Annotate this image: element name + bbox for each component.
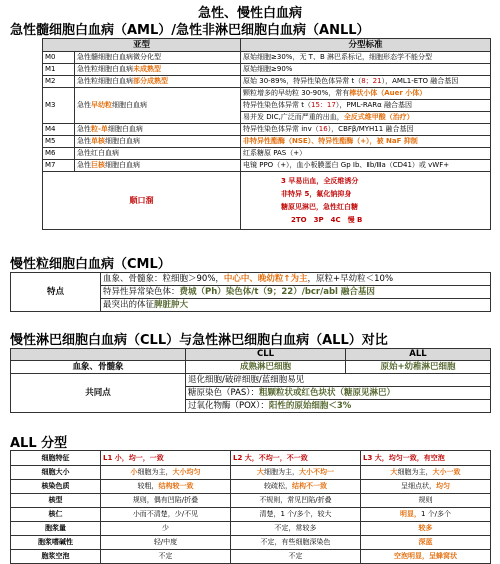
aml-row-m1 — [43, 64, 491, 76]
subtype-criteria: 原始细胞≥30%，无 T、B 淋巴系标记，细胞形态学不能分型 — [241, 52, 491, 64]
cml-feature-2: 特异性异常染色体：费城（Ph）染色体/t（9；22）/bcr/abl 融合基因 — [101, 286, 491, 299]
table-row: 核染色质 较粗，结构较一致 较疏松，结构不一致 呈细点状，均匀 — [11, 480, 491, 494]
subtype-name: 急性粒-单细胞白血病 — [75, 124, 241, 136]
head-feature: 细胞特征 — [11, 451, 101, 466]
cml-feature-3: 最突出的体征脾脏肿大 — [101, 299, 491, 312]
subtype-code: M5 — [43, 136, 75, 148]
subtype-criteria: 易并发 DIC,广泛而严重的出血，全反式维甲酸（治疗） — [241, 112, 491, 124]
cml-table — [10, 272, 491, 312]
subtype-name: 急性粒细胞白血病部分成熟型 — [75, 76, 241, 88]
table-row: 核型 规则，偶有凹陷/折叠 不规则，常见凹陷/折叠 规则 — [11, 494, 491, 508]
subtype-code: M2 — [43, 76, 75, 88]
cll-all-heading: 慢性淋巴细胞白血病（CLL）与急性淋巴细胞白血病（ALL）对比 — [10, 333, 388, 348]
subtype-name: 急性髓细胞白血病微分化型 — [75, 52, 241, 64]
aml-row-m2 — [43, 76, 491, 88]
page-title: 急性、慢性白血病 — [197, 6, 302, 21]
subtype-code: M4 — [43, 124, 75, 136]
col-cll: CLL — [186, 349, 346, 361]
subtype-criteria: 原始 30-89%，特异性染色体异常 t（8；21），AML1-ETO 融合基因 — [241, 76, 491, 88]
table-row: 胞浆量 少 不定，常较多 较多 — [11, 522, 491, 536]
subtype-name: 急性单核细胞白血病 — [75, 136, 241, 148]
subtype-name: 急性早幼粒细胞白血病 — [75, 88, 241, 124]
mnemonic-label: 顺口溜 — [43, 172, 241, 230]
subtype-code: M7 — [43, 160, 75, 172]
subtype-code: M6 — [43, 148, 75, 160]
aml-row-m7 — [43, 160, 491, 172]
head-l3: L3 大，均匀一致，有空泡 — [361, 451, 491, 466]
subtype-criteria: 特异性染色体异常 inv（16），CBFβ/MYH11 融合基因 — [241, 124, 491, 136]
mnemonic-row — [43, 172, 491, 230]
subtype-criteria: 原始细胞≥90% — [241, 64, 491, 76]
table-row: 胞浆空泡 不定 不定 空泡明显，呈蜂窝状 — [11, 550, 491, 564]
subtype-criteria: 特异性染色体异常 t（15：17），PML-RARα 融合基因 — [241, 100, 491, 112]
cml-heading: 慢性粒细胞白血病（CML） — [10, 257, 171, 272]
cll-blood: 成熟淋巴细胞 — [186, 361, 346, 374]
aml-row-m6 — [43, 148, 491, 160]
cml-feature-1: 血象、骨髓象：粒细胞＞90%，中心中、晚幼粒↑为主，原粒+早幼粒＜10% — [101, 273, 491, 286]
row-blood-label: 血象、骨髓象 — [11, 361, 186, 374]
subtype-name: 急性巨核细胞白血病 — [75, 160, 241, 172]
aml-row-m0 — [43, 52, 491, 64]
subtype-criteria: 红系糖原 PAS（+） — [241, 148, 491, 160]
cml-feature-label: 特点 — [11, 273, 101, 312]
subtype-criteria: 电镜 PPO（+），血小板膜蛋白 Gp Ⅰb、Ⅱb/Ⅲa（CD41）或 vWF+ — [241, 160, 491, 172]
common-1: 退化细胞/破碎细胞/蓝细胞易见 — [186, 374, 491, 387]
cll-all-table — [10, 348, 491, 413]
aml-row-m4 — [43, 124, 491, 136]
head-l1: L1 小，均一，一致 — [101, 451, 231, 466]
aml-col-criteria: 分型标准 — [241, 39, 491, 52]
aml-heading: 急性髓细胞白血病（AML）/急性非淋巴细胞白血病（ANLL） — [10, 23, 370, 38]
table-row: 核仁 小而不清楚，少/不见 清楚，1 个/多个，较大 明显，1 个/多个 — [11, 508, 491, 522]
subtype-name: 急性红白血病 — [75, 148, 241, 160]
mnemonic-text: 3 早易出血，全反维诱分 非特异 5，氟化钠抑身 糖原见淋巴，急性红白糖 2TO 3P 4C 慢 B — [241, 172, 491, 230]
aml-row-m5 — [43, 136, 491, 148]
head-l2: L2 大，不均一，不一致 — [231, 451, 361, 466]
subtype-code: M3 — [43, 88, 75, 124]
common-2: 糖原染色（PAS）：粗颗粒状或红色块状（糖原见淋巴） — [186, 387, 491, 400]
table-row: 细胞大小 小细胞为主，大小均匀 大细胞为主，大小不均一 大细胞为主，大小一致 — [11, 466, 491, 480]
all-blood: 原始+幼稚淋巴细胞 — [346, 361, 491, 374]
aml-col-subtype: 亚型 — [43, 39, 241, 52]
col-all: ALL — [346, 349, 491, 361]
common-label: 共同点 — [11, 374, 186, 413]
subtype-code: M0 — [43, 52, 75, 64]
all-type-table — [10, 450, 491, 564]
aml-table — [42, 38, 491, 230]
subtype-code: M1 — [43, 64, 75, 76]
subtype-name: 急性粒细胞白血病未成熟型 — [75, 64, 241, 76]
aml-row-m3 — [43, 88, 491, 100]
subtype-criteria: 颗粒增多的早幼粒 30-90%，常有棒状小体（Auer 小体） — [241, 88, 491, 100]
subtype-criteria: 非特异性酯酶（NSE）、特异性酯酶（+），被 NaF 抑制 — [241, 136, 491, 148]
table-row: 胞浆嗜碱性 轻/中度 不定，有些细胞深染色 深蓝 — [11, 536, 491, 550]
common-3: 过氧化物酶（POX）：阳性的原始细胞＜3% — [186, 400, 491, 413]
all-type-heading: ALL 分型 — [10, 436, 68, 451]
